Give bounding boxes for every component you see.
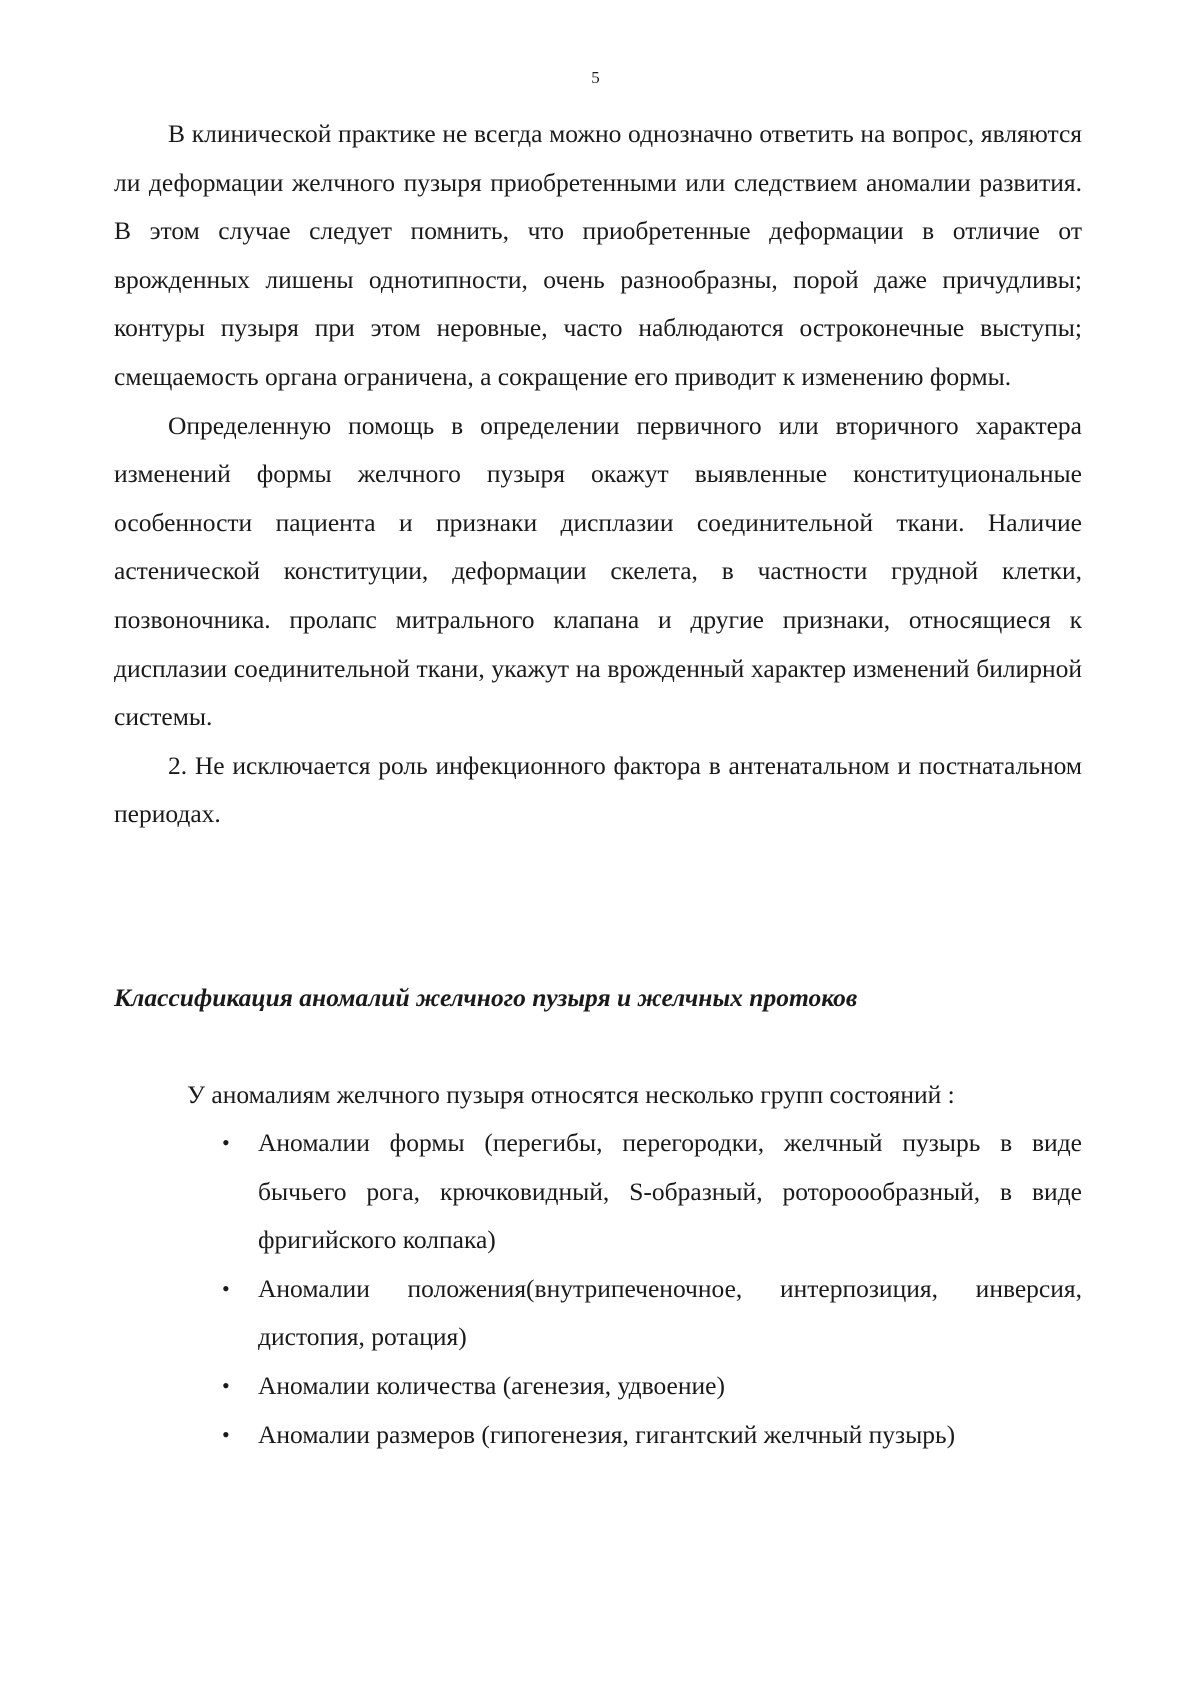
- bullet-icon: •: [222, 1275, 230, 1301]
- spacer: [114, 839, 1082, 974]
- list-item: [222, 1119, 1082, 1265]
- page-number: 5: [591, 68, 600, 87]
- document-body: [114, 110, 1082, 1459]
- anomaly-groups-list: [114, 1119, 1082, 1459]
- bullet-icon: •: [222, 1421, 230, 1447]
- paragraph-infectious-factor: 2. Не исключается роль инфекционного фактора в антенатальном и постнатальном периодах.: [114, 750, 1082, 829]
- list-item: [222, 1265, 1082, 1362]
- section-heading: Классификация аномалий желчного пузыря и желчных протоков: [114, 982, 858, 1012]
- list-item-text: Аномалии количества (агенезия, удвоение): [258, 1371, 725, 1401]
- list-item: [222, 1362, 1082, 1411]
- list-intro: У аномалиям желчного пузыря относятся несколько групп состояний :: [187, 1079, 955, 1109]
- list-item: [222, 1411, 1082, 1460]
- paragraph-acquired-vs-congenital: В клинической практике не всегда можно однозначно ответить на вопрос, являются ли деформации желчного пузыря приобретенными или следствием аномалии развития. В этом случае следует помнить, что приобретенные деформации в отличие от врожденных лишены однотипности, очень разнообразны, порой даже причудливы; контуры пузыря при этом неровные, часто наблюдаются остроконечные выступы; смещаемость органа ограничена, а сокращение его приводит к изменению формы.: [114, 119, 1082, 391]
- list-item-text: Аномалии размеров (гипогенезия, гигантский желчный пузырь): [258, 1419, 956, 1449]
- bullet-icon: •: [222, 1373, 230, 1399]
- paragraph-constitutional-features: Определенную помощь в определении первичного или вторичного характера изменений формы желчного пузыря окажут выявленные конституциональные особенности пациента и признаки дисплазии соединительной ткани. Наличие астенической конституции, деформации скелета, в частности грудной клетки, позвоночника. пролапс митрального клапана и другие признаки, относящиеся к дисплазии соединительной ткани, укажут на врожденный характер изменений билирной системы.: [114, 410, 1082, 732]
- list-item-text: Аномалии положения(внутрипеченочное, интерпозиция, инверсия, дистопия, ротация): [258, 1273, 1082, 1352]
- bullet-icon: •: [222, 1130, 230, 1156]
- list-item-text: Аномалии формы (перегибы, перегородки, желчный пузырь в виде бычьего рога, крючковидный, S-образный, ротороообразный, в виде фригийского колпака): [258, 1128, 1082, 1255]
- spacer: [114, 1023, 1082, 1071]
